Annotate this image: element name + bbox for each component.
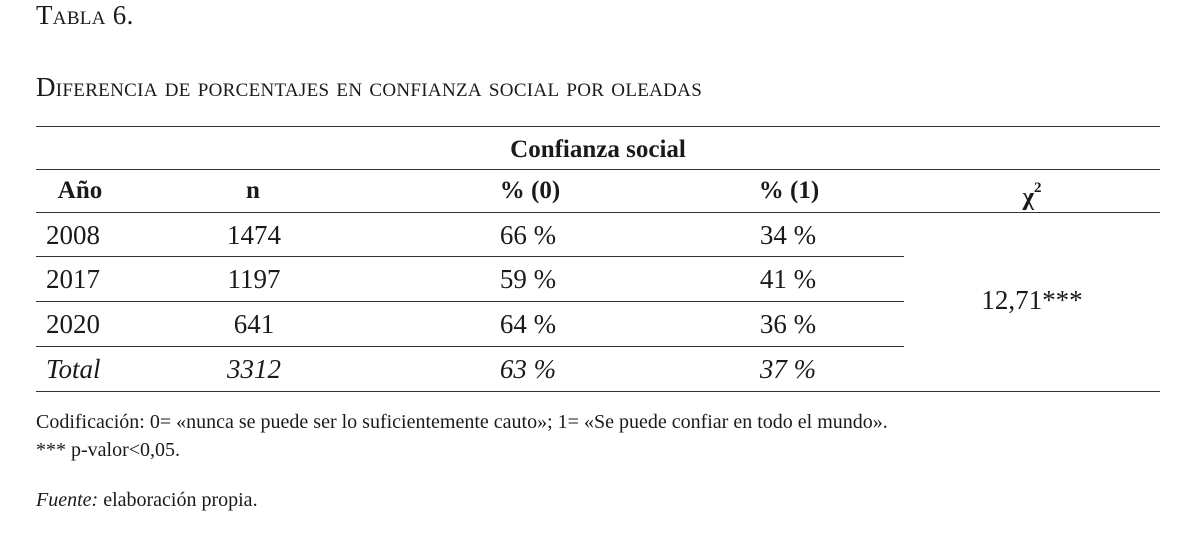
- row-pct1: 34 %: [759, 220, 817, 250]
- row-pct0: 64 %: [499, 309, 557, 339]
- row-n: 1197: [227, 264, 281, 294]
- row-n: 641: [233, 309, 275, 339]
- total-pct0: 63 %: [499, 354, 557, 384]
- coding-note: Codificación: 0= «nunca se puede ser lo suficientemente cauto»; 1= «Se puede confiar en todo el mundo».: [36, 411, 888, 433]
- row-rule: [36, 346, 904, 347]
- group-header: Confianza social: [510, 136, 686, 163]
- row-pct1: 36 %: [759, 309, 817, 339]
- col-header-year: Año: [57, 177, 103, 204]
- group-rule: [36, 169, 1160, 170]
- col-header-chi: $\chi^2$: [1022, 180, 1042, 211]
- col-header-pct1: % (1): [758, 177, 820, 204]
- total-n: 3312: [227, 354, 281, 384]
- table-label: Tabla 6.: [36, 0, 134, 30]
- row-year: 2020: [46, 309, 100, 339]
- col-header-pct0: % (0): [499, 177, 561, 204]
- source-text: elaboración propia.: [98, 489, 258, 511]
- top-rule: [36, 126, 1160, 127]
- chi-square-value: 12,71***: [981, 285, 1083, 315]
- row-year: 2008: [46, 220, 100, 250]
- row-year: 2017: [46, 264, 100, 294]
- row-pct0: 66 %: [499, 220, 557, 250]
- source-label: Fuente:: [36, 489, 99, 511]
- header-rule: [36, 212, 1160, 213]
- row-pct0: 59 %: [499, 264, 557, 294]
- significance-note: *** p-valor<0,05.: [36, 439, 181, 461]
- total-pct1: 37 %: [759, 354, 817, 384]
- row-rule: [36, 256, 904, 257]
- total-label: Total: [46, 354, 101, 384]
- row-rule: [36, 301, 904, 302]
- bottom-rule: [36, 391, 1160, 392]
- table-title: Diferencia de porcentajes en confianza social por oleadas: [36, 72, 703, 102]
- row-pct1: 41 %: [759, 264, 817, 294]
- col-header-n: n: [246, 177, 260, 204]
- source-note: [36, 487, 258, 513]
- row-n: 1474: [227, 220, 281, 250]
